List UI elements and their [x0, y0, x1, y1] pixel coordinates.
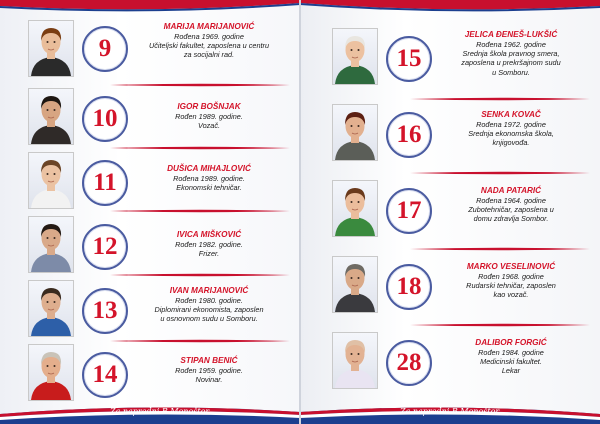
candidate-entry	[22, 152, 292, 214]
candidate-number-badge: 28	[386, 340, 432, 386]
candidate-entry	[328, 180, 594, 242]
candidate-detail: Lekar	[501, 366, 521, 376]
candidate-entry	[22, 216, 292, 278]
divider	[410, 322, 590, 328]
candidate-photo	[332, 28, 378, 85]
candidate-name: IVAN MARIJANOVIĆ	[169, 286, 249, 295]
candidate-number-badge: 15	[386, 36, 432, 82]
candidate-photo	[332, 256, 378, 313]
candidate-number-badge: 9	[82, 26, 128, 72]
candidate-name: STIPAN BENIĆ	[180, 356, 238, 365]
candidate-detail: Novinar.	[195, 375, 223, 385]
candidate-photo	[28, 152, 74, 209]
candidate-detail: Frizer.	[198, 249, 220, 259]
candidate-info	[126, 286, 292, 324]
candidate-detail: za socijalni rad.	[183, 50, 235, 60]
candidate-entry	[22, 280, 292, 342]
candidate-detail: Rođena 1989. godine.	[173, 174, 245, 183]
candidate-name: IVICA MIŠKOVIĆ	[176, 230, 242, 239]
candidate-name: SENKA KOVAČ	[481, 110, 541, 119]
candidate-detail: Zubotehničar, zaposlena u	[468, 205, 554, 215]
candidate-photo	[28, 280, 74, 337]
page-fold	[299, 0, 301, 424]
candidate-number-badge: 12	[82, 224, 128, 270]
candidate-detail: kao vozač.	[493, 290, 529, 300]
candidate-detail: Rođen 1980. godine.	[175, 296, 243, 305]
candidate-number-badge: 16	[386, 112, 432, 158]
candidate-name: NADA PATARIĆ	[480, 186, 542, 195]
candidate-entry	[328, 104, 594, 166]
candidate-detail: Rođena 1969. godine	[174, 32, 244, 41]
candidate-info	[126, 356, 292, 384]
candidate-info	[126, 230, 292, 258]
candidate-info	[126, 102, 292, 130]
candidate-info	[428, 110, 594, 148]
candidate-entry	[22, 20, 292, 82]
candidate-entry	[328, 332, 594, 394]
divider	[410, 246, 590, 252]
candidate-number-badge: 11	[82, 160, 128, 206]
candidate-detail: Rođen 1982. godine.	[175, 240, 243, 249]
candidate-detail: Rođen 1959. godine.	[175, 366, 243, 375]
candidate-entry	[328, 256, 594, 318]
candidate-detail: Srednja ekonomska škola,	[468, 129, 554, 139]
divider	[110, 272, 290, 278]
candidate-number-badge: 17	[386, 188, 432, 234]
candidate-detail: Diplomirani ekonomista, zaposlen	[154, 305, 264, 315]
candidate-detail: Medicinski fakultet.	[480, 357, 542, 367]
candidate-detail: Ekonomski tehničar.	[176, 183, 242, 193]
candidate-detail: Rođen 1968. godine	[478, 272, 544, 281]
candidate-info	[126, 164, 292, 192]
candidate-detail: zaposlena u prekršajnom sudu	[461, 58, 561, 68]
candidate-info	[428, 186, 594, 224]
candidate-photo	[28, 216, 74, 273]
candidate-photo	[28, 20, 74, 77]
divider	[110, 145, 290, 151]
candidate-photo	[28, 344, 74, 401]
top-wave-right	[300, 0, 600, 12]
candidate-detail: u osnovnom sudu u Somboru.	[160, 314, 258, 324]
candidate-detail: Srednja škola pravnog smera,	[462, 49, 560, 59]
candidate-detail: u Somboru.	[492, 67, 530, 77]
candidate-detail: domu zdravlja Sombor.	[473, 214, 549, 224]
candidate-name: MARKO VESELINOVIĆ	[466, 262, 556, 271]
candidate-info	[126, 22, 292, 60]
candidate-number-badge: 13	[82, 288, 128, 334]
candidate-photo	[28, 88, 74, 145]
candidate-number-badge: 18	[386, 264, 432, 310]
candidate-photo	[332, 332, 378, 389]
candidate-number-badge: 14	[82, 352, 128, 398]
footer-slogan: Za napredni B.Monoštor	[110, 407, 210, 416]
candidate-detail: Rođena 1972. godine	[476, 120, 546, 129]
right-page	[300, 0, 600, 424]
candidate-detail: Rođen 1984. godine	[478, 348, 544, 357]
candidate-name: DALIBOR FORGIĆ	[475, 338, 547, 347]
divider	[410, 96, 590, 102]
candidate-detail: Rođen 1989. godine.	[175, 112, 243, 121]
candidate-info	[428, 338, 594, 376]
candidate-name: MARIJA MARIJANOVIĆ	[163, 22, 255, 31]
candidate-detail: Vozač.	[197, 121, 221, 131]
divider	[110, 208, 290, 214]
top-wave-left	[0, 0, 300, 12]
candidate-detail: knjigovođa.	[492, 138, 530, 148]
candidate-info	[428, 30, 594, 77]
candidate-photo	[332, 180, 378, 237]
footer-slogan: Za napredni B.Monoštor	[400, 407, 500, 416]
candidate-detail: Rođena 1964. godine	[476, 196, 546, 205]
candidate-photo	[332, 104, 378, 161]
divider	[410, 170, 590, 176]
candidate-name: DUŠICA MIHAJLOVIĆ	[167, 164, 251, 173]
candidate-info	[428, 262, 594, 300]
candidate-number-badge: 10	[82, 96, 128, 142]
candidate-detail: Rudarski tehničar, zaposlen	[466, 281, 556, 291]
candidate-entry	[22, 88, 292, 150]
candidate-name: IGOR BOŠNJAK	[177, 102, 241, 111]
candidate-detail: Učiteljski fakultet, zaposlena u centru	[148, 41, 270, 51]
candidate-name: JELICA ĐENEŠ-LUKŠIĆ	[464, 30, 558, 39]
candidate-entry	[328, 28, 594, 90]
candidate-detail: Rođena 1962. godine	[476, 40, 546, 49]
